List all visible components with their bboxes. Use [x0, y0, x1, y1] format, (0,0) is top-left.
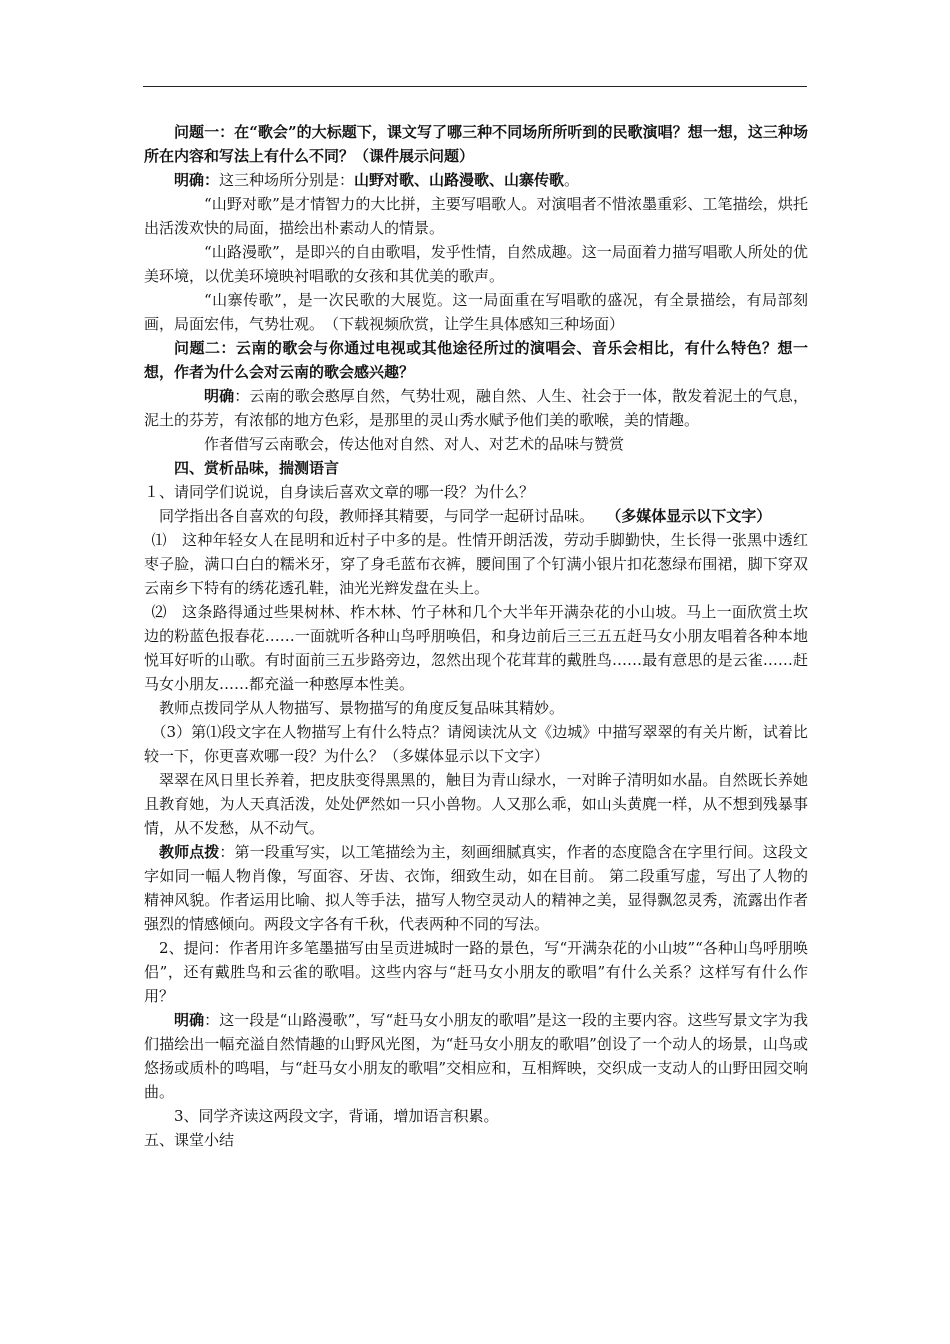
question-two: 问题二：云南的歌会与你通过电视或其他途径所过的演唱会、音乐会相比，有什么特色？想一想，作者为什么会对云南的歌会感兴趣？ — [144, 339, 808, 381]
answer-two-text: ：云南的歌会憨厚自然，气势壮观，融自然、人生、社会于一体，散发着泥土的气息，泥土的芬芳，有浓郁的地方色彩，是那里的灵山秀水赋予他们美的歌喉，美的情趣。 — [144, 387, 808, 429]
answer-three-lead: 明确 — [174, 1011, 205, 1029]
answer-one-bold: 山野对歌、山路漫歌、山寨传歌 — [354, 171, 565, 189]
paragraph-author: 作者借写云南歌会，传达他对自然、对人、对艺术的品味与赞赏 — [204, 435, 625, 453]
answer-one — [144, 168, 808, 192]
item-one: １、请同学们说说，自身读后喜欢文章的哪一段？为什么？ — [144, 483, 535, 501]
section-four-heading: 四、赏析品味，揣测语言 — [174, 459, 340, 477]
answer-one-lead: 明确： — [174, 171, 220, 189]
answer-one-end: 。 — [564, 171, 580, 189]
section-five-heading: 五、课堂小结 — [144, 1131, 235, 1149]
students-paragraph — [144, 504, 808, 528]
lesson-content — [144, 120, 808, 1152]
teacher-note-lead: 教师点拨 — [159, 843, 220, 861]
item-three-b: 3、同学齐读这两段文字，背诵，增加语言积累。 — [174, 1107, 499, 1125]
answer-three — [144, 1008, 808, 1104]
quote-two: ⑵ 这条路得通过些果树林、柞木林、竹子林和几个大半年开满杂花的小山坡。马上一面欣赏土坎边的粉蓝色报春花……一面就听各种山鸟呼朋唤侣，和身边前后三三五五赶马女小朋友唱着各种本地悦耳好听的山歌。有时面前三五步路旁边，忽然出现个花茸茸的戴胜鸟……最有意思的是云雀……赶马女小朋友……都充溢一种憨厚本性美。 — [144, 603, 808, 693]
answer-two — [144, 384, 808, 432]
header-rule — [143, 86, 807, 87]
students-bold: （多媒体显示以下文字） — [606, 507, 772, 525]
answer-one-text: 这三种场所分别是： — [219, 171, 355, 189]
students-text: 同学指出各自喜欢的句段，教师择其精要，与同学一起研讨品味。 — [159, 507, 607, 525]
quote-one: ⑴ 这种年轻女人在昆明和近村子中多的是。性情开朗活泼，劳动手脚勤快，生长得一张黑中透红枣子脸，满口白白的糯米牙，穿了身毛蓝布衣裤，腰间围了个钉满小银片扣花葱绿布围裙，脚下穿双云南乡下特有的绣花透孔鞋，油光光辫发盘在头上。 — [144, 531, 808, 597]
item-two: 2、提问：作者用许多笔墨描写由呈贡进城时一路的景色，写“开满杂花的小山坡”“各种山鸟呼朋唤侣”，还有戴胜鸟和云雀的歌唱。这些内容与“赶马女小朋友的歌唱”有什么关系？这样写有什么作用？ — [144, 939, 808, 1005]
paragraph-shanye: “山野对歌”是才情智力的大比拼，主要写唱歌人。对演唱者不惜浓墨重彩、工笔描绘，烘托出活泼欢快的局面，描绘出朴素动人的情景。 — [144, 195, 808, 237]
teacher-guide: 教师点拨同学从人物描写、景物描写的角度反复品味其精妙。 — [159, 699, 565, 717]
item-three: （3）第⑴段文字在人物描写上有什么特点？请阅读沈从文《边城》中描写翠翠的有关片断，试着比较一下，你更喜欢哪一段？为什么？（多媒体显示以下文字） — [144, 723, 808, 765]
teacher-note-text: ：第一段重写实，以工笔描绘为主，刻画细腻真实，作者的态度隐含在字里行间。这段文字如同一幅人物肖像，写面容、牙齿、衣饰，细致生动，如在目前。 第二段重写虚，写出了人物的精神风貌。作者运用比喻、拟人等手法，描写人物空灵动人的精神之美，显得飘忽灵秀，流露出作者强烈的情感倾向。两段文字各有千秋，代表两种不同的写法。 — [144, 843, 808, 933]
cuicui-quote: 翠翠在风日里长养着，把皮肤变得黑黑的，触目为青山绿水，一对眸子清明如水晶。自然既长养她且教育她，为人天真活泼，处处俨然如一只小兽物。人又那么乖，如山头黄麂一样，从不想到残暴事情，从不发愁，从不动气。 — [144, 771, 808, 837]
paragraph-shanzhai: “山寨传歌”，是一次民歌的大展览。这一局面重在写唱歌的盛况，有全景描绘，有局部刻画，局面宏伟，气势壮观。 （下载视频欣赏，让学生具体感知三种场面） — [144, 291, 808, 333]
answer-three-text: ：这一段是“山路漫歌”，写“赶马女小朋友的歌唱”是这一段的主要内容。这些写景文字为我们描绘出一幅充溢自然情趣的山野风光图，为“赶马女小朋友的歌唱”创设了一个动人的场景，山鸟或悠扬或质朴的鸣唱，与“赶马女小朋友的歌唱”交相应和，互相辉映，交织成一支动人的山野田园交响曲。 — [144, 1011, 808, 1101]
answer-two-lead: 明确 — [204, 387, 235, 405]
teacher-note — [144, 840, 808, 936]
paragraph-shanlu: “山路漫歌”，是即兴的自由歌唱，发乎性情，自然成趣。这一局面着力描写唱歌人所处的优美环境，以优美环境映衬唱歌的女孩和其优美的歌声。 — [144, 243, 808, 285]
question-one: 问题一：在“歌会”的大标题下，课文写了哪三种不同场所所听到的民歌演唱？想一想，这三种场所在内容和写法上有什么不同？（课件展示问题） — [144, 123, 808, 165]
